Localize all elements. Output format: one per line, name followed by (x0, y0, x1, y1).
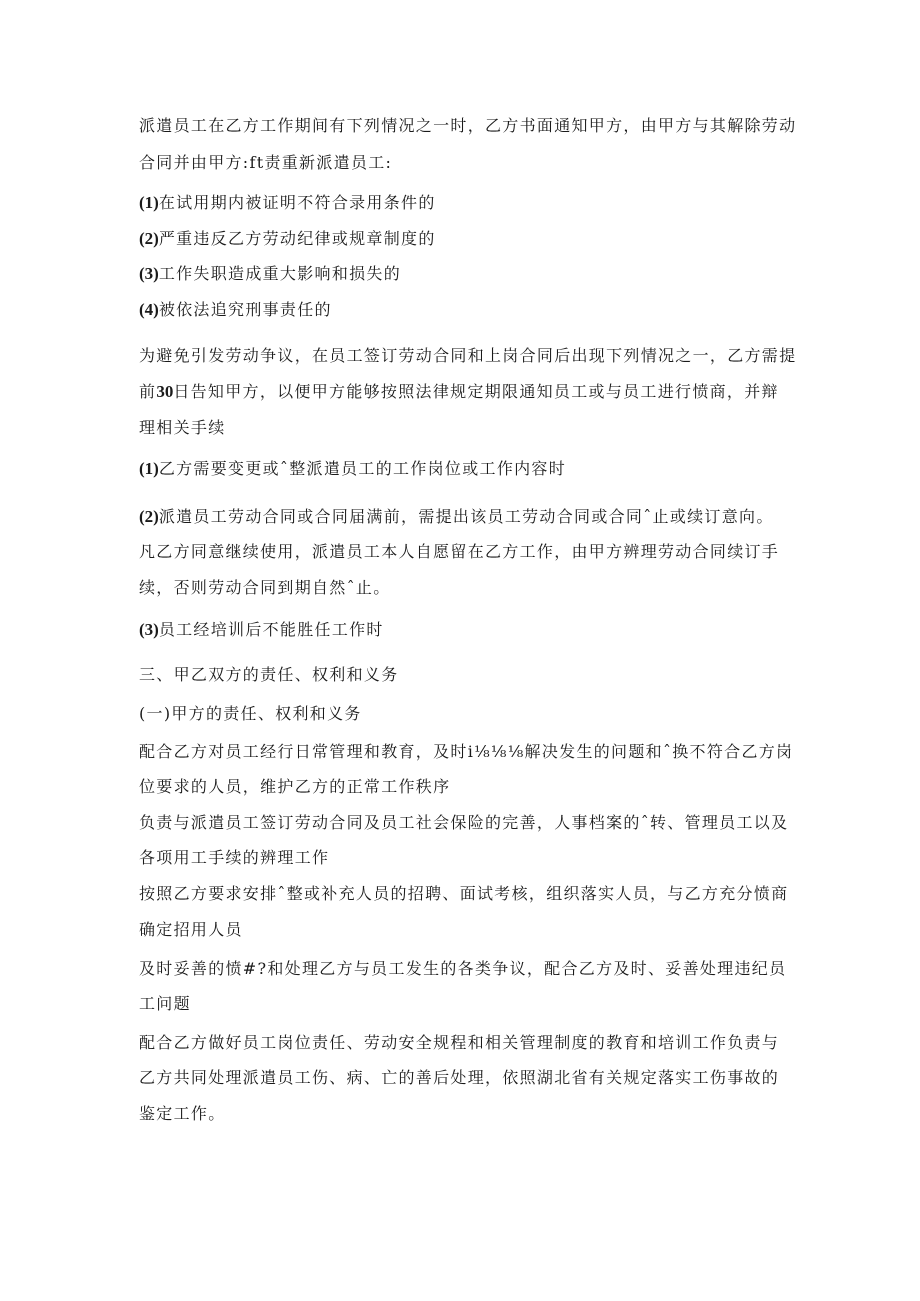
text-line: 鉴定工作。 (139, 1104, 226, 1123)
list-item: (4)被依法追究刑事责任的 (139, 300, 332, 319)
list-marker: (1) (139, 193, 159, 212)
text-line: 各项用工手续的辨理工作 (139, 848, 330, 867)
text-line: 位要求的人员，维护乙方的正常工作秩序 (139, 777, 451, 796)
list-item: (3)员工经培训后不能胜任工作时 (139, 620, 384, 639)
text-line: 派遣员工在乙方工作期间有下列情况之一时，乙方书面通知甲方，由甲方与其解除劳动 (139, 116, 797, 135)
list-marker: (1) (139, 459, 159, 478)
text-line: 配合乙方对员工经行日常管理和教育，及时i⅛⅛⅛解决发生的问题和ˆ换不符合乙方岗 (139, 742, 794, 761)
list-item: (1)乙方需要变更或ˆ整派遣员工的工作岗位或工作内容时 (139, 459, 567, 478)
list-marker: (2) (139, 229, 159, 248)
list-item: (1)在试用期内被证明不符合录用条件的 (139, 193, 436, 212)
list-marker: (3) (139, 264, 159, 283)
text-line: 工问题 (139, 994, 191, 1013)
list-marker: (3) (139, 620, 159, 639)
text-line: 及时妥善的愤#?和处理乙方与员工发生的各类争议，配合乙方及时、妥善处理违纪员 (139, 959, 787, 978)
text-line: 配合乙方做好员工岗位责任、劳动安全规程和相关管理制度的教育和培训工作负责与 (139, 1033, 780, 1052)
list-marker: (4) (139, 300, 159, 319)
text-line: 为避免引发劳动争议，在员工签订劳动合同和上岗合同后出现下列情况之一，乙方需提 (139, 346, 797, 365)
list-item: (2)严重违反乙方劳动纪律或规章制度的 (139, 229, 436, 248)
text-line: 负责与派遣员工签订劳动合同及员工社会保险的完善，人事档案的ˆ转、管理员工以及 (139, 813, 789, 832)
text-line: 按照乙方要求安排ˆ整或补充人员的招聘、面试考核，组织落实人员，与乙方充分愤商 (139, 884, 789, 903)
text-line: 确定招用人员 (139, 920, 243, 939)
text-line: 凡乙方同意继续使用，派遣员工本人自愿留在乙方工作，由甲方辨理劳动合同续订手 (139, 542, 780, 561)
text-line: 合同并由甲方:ft责重新派遣员工: (139, 153, 393, 172)
text-line: 前30日告知甲方，以便甲方能够按照法律规定期限通知员工或与员工进行愤商，并辩 (139, 382, 779, 401)
text-line: 理相关手续 (139, 418, 226, 437)
subsection-heading: (一)甲方的责任、权利和义务 (139, 704, 362, 723)
list-item: (3)工作失职造成重大影响和损失的 (139, 264, 402, 283)
number-text: 30 (156, 382, 174, 401)
text-line: 续，否则劳动合同到期自然ˆ止。 (139, 578, 391, 597)
list-marker: (2) (139, 507, 159, 526)
text-line: 乙方共同处理派遣员工伤、病、亡的善后处理，依照湖北省有关规定落实工伤事故的 (139, 1068, 780, 1087)
list-item: (2)派遣员工劳动合同或合同届满前，需提出该员工劳动合同或合同ˆ止或续订意向。 (139, 507, 774, 526)
section-heading: 三、甲乙双方的责任、权利和义务 (139, 665, 399, 684)
